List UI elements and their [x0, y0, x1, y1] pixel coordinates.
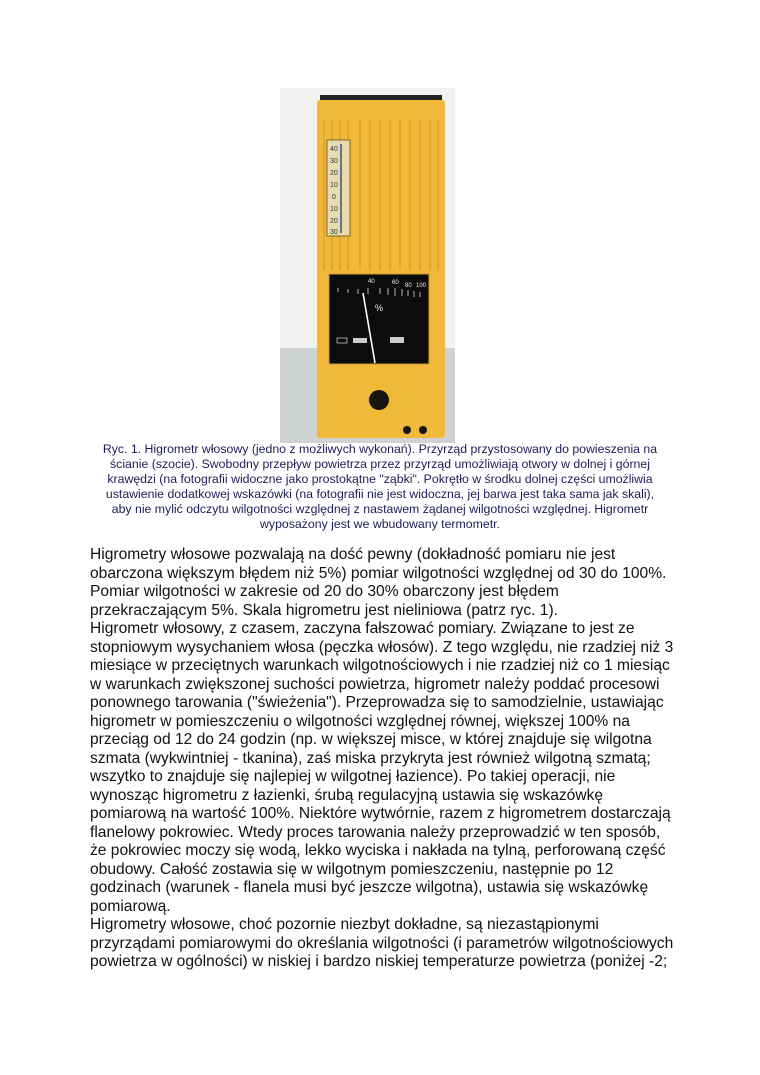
adjustment-knob	[369, 390, 389, 410]
dial-label: %	[375, 303, 384, 313]
body-line: wszytko to znajduje się najlepiej w wilgotnej łazience). Po takiej operacji, nie	[90, 768, 616, 785]
body-line: że pokrowiec moczy się wodą, lekko wyciska i nakłada na tylną, perforowaną część	[90, 842, 666, 859]
body-line: Pomiar wilgotności w zakresie od 20 do 30% obarczony jest błędem	[90, 583, 559, 600]
body-line: przeciąg od 12 do 24 godzin (np. w większej misce, w której znajduje się wilgotna	[90, 731, 652, 748]
caption-line: krawędzi (na fotografii widoczne jako prostokątne "ząbki". Pokrętło w środku dolnej części umożliwia	[107, 472, 653, 486]
caption-line: aby nie mylić odczytu wilgotności względnej z nastawem żądanej wilgotności względnej. Higrometr	[111, 502, 649, 516]
thermo-label: 0	[332, 194, 336, 201]
thermometer	[327, 140, 350, 236]
hygrometer-photo	[280, 88, 455, 443]
dial-label: 80	[405, 283, 412, 289]
caption-line: ustawienie dodatkowej wskazówki (na fotografii nie jest widoczna, jej barwa jest taka sama jak skali),	[105, 487, 655, 501]
body-line: obarczona większym błędem niż 5%) pomiar wilgotności względnej od 30 do 100%.	[90, 564, 667, 582]
thermo-label: 30	[330, 229, 338, 236]
thermo-label: 10	[330, 182, 338, 189]
body-line: w warunkach zwiększonej suchości powietrza, higrometr należy poddać procesowi	[90, 675, 660, 693]
body-line: pomiarową.	[90, 897, 171, 915]
thermo-label: 10	[330, 206, 338, 213]
body-line: przekraczającym 5%. Skala higrometru jest nieliniowa (patrz ryc. 1).	[90, 601, 558, 619]
thermo-label: 20	[330, 218, 338, 225]
body-line: Higrometr włosowy, z czasem, zaczyna fałszować pomiary. Związane to jest ze	[90, 620, 635, 637]
caption-line: wyposażony jest we wbudowany termometr.	[260, 517, 500, 531]
body-line: godzinach (warunek - flanela musi być jeszcze wilgotna), ustawia się wskazówkę	[90, 879, 649, 896]
body-line: higrometr w pomieszczeniu o wilgotności względnej równej, większej 100% na	[90, 712, 630, 730]
figure-caption	[60, 442, 700, 532]
body-text	[90, 546, 690, 972]
thermo-label: 40	[330, 146, 338, 153]
body-line: szmata (wykwintniej - tkanina), zaś miska przykryta jest również wilgotną szmatą;	[90, 749, 651, 767]
dial-label: 100	[416, 283, 427, 289]
caption-line: Ryc. 1. Higrometr włosowy (jedno z możliwych wykonań). Przyrząd przystosowany do powieszenia na	[102, 442, 658, 456]
caption-line: ścianie (szocie). Swobodny przepływ powietrza przez przyrząd umożliwiają otwory w dolnej i górnej	[110, 457, 650, 471]
dial-label: 40	[368, 279, 375, 285]
button-right	[419, 426, 427, 434]
body-line: pomiarową na wartość 100%. Niektóre wytwórnie, razem z higrometrem dostarczają	[90, 805, 671, 822]
body-line: obudowy. Całość zostawia się w wilgotnym pomieszczeniu, następnie po 12	[90, 860, 614, 878]
dial-label: 60	[392, 280, 399, 286]
thermo-label: 20	[330, 170, 338, 177]
body-line: powietrza w ogólności) w niskiej i bardzo niskiej temperaturze powietrza (poniżej -2;	[90, 953, 668, 970]
body-line: stopniowym wysychaniem włosa (pęczka włosów). Z tego względu, nie rzadziej niż 3	[90, 638, 674, 656]
body-line: ponownego tarowania ("świeżenia"). Przeprowadza się to samodzielnie, ustawiając	[90, 694, 664, 711]
body-line: wynosząc higrometru z łazienki, śrubą regulacyjną ustawia się wskazówkę	[90, 786, 604, 804]
body-line: flanelowy pokrowiec. Wtedy proces tarowania należy przeprowadzić w ten sposób,	[90, 823, 661, 841]
hygrometer-dial	[329, 274, 429, 364]
button-left	[403, 426, 411, 434]
body-line: przyrządami pomiarowymi do określania wilgotności (i parametrów wilgotnościowych	[90, 934, 674, 952]
body-line: Higrometry włosowe, choć pozornie niezbyt dokładne, są niezastąpionymi	[90, 916, 599, 933]
thermo-label: 30	[330, 158, 338, 165]
body-line: Higrometry włosowe pozwalają na dość pewny (dokładność pomiaru nie jest	[90, 546, 616, 563]
body-line: miesiące w przeciętnych warunkach wilgotnościowych i nie rzadziej niż co 1 miesiąc	[90, 657, 670, 674]
